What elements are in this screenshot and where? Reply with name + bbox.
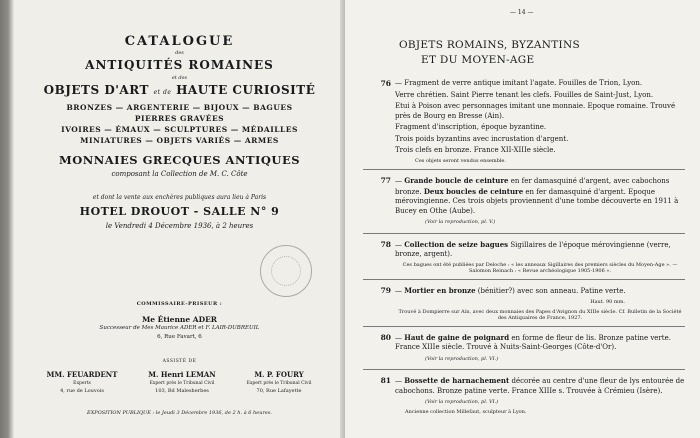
expert-address: 4, rue de Louvois xyxy=(60,388,104,394)
sale-date: le Vendredi 4 Décembre 1936, à 2 heures xyxy=(105,222,254,230)
expert-address: 103, Bd Malesherbes xyxy=(155,388,209,394)
section-heading-line-1: OBJETS ROMAINS, BYZANTINS xyxy=(399,39,580,51)
connector-des: des xyxy=(175,50,184,56)
lot-number: 76 xyxy=(380,79,391,88)
lot-line: Fragment d'inscription, époque byzantine. xyxy=(395,123,547,131)
lot-reproduction-ref: (Voir la reproduction, pl. V.) xyxy=(425,219,496,225)
catalogue-list-page xyxy=(345,0,700,438)
catalogue-title: CATALOGUE xyxy=(124,34,235,49)
expert-role: Experts xyxy=(73,381,91,386)
expert-name: M. P. FOURY xyxy=(254,370,304,379)
monnaies-heading: MONNAIES GRECQUES ANTIQUES xyxy=(58,153,301,167)
lot-reproduction-ref: (Voir la reproduction, pl. VI.) xyxy=(425,399,499,405)
collection-line: composant la Collection de M. C. Côte xyxy=(111,170,248,178)
sale-notice: et dont la vente aux enchères publiques aura lieu à Paris xyxy=(92,194,267,201)
expert-role: Expert près le Tribunal Civil xyxy=(149,381,215,386)
lot-number: 78 xyxy=(380,239,391,249)
connector-et-de: et de xyxy=(153,89,172,96)
lot-title: Bossette de harnachement xyxy=(404,376,510,385)
lot-number: 80 xyxy=(380,332,391,342)
lot-description: — Bossette de harnachement décorée au centre d'une fleur de lys entourée de cabochons. Bronze patine verte. France XIIIe s. Trouvée à Crémieu (Isère). xyxy=(395,376,685,395)
lot-78 xyxy=(363,240,685,274)
divider xyxy=(363,326,685,327)
lot-note: Ces objets seront vendus ensemble. xyxy=(415,157,506,164)
expert-foury xyxy=(229,370,329,394)
lot-76 xyxy=(363,79,685,164)
expert-name: M. Henri LEMAN xyxy=(148,370,216,379)
venue: HOTEL DROUOT - SALLE N° 9 xyxy=(79,205,280,218)
category-line-3: IVOIRES — ÉMAUX — SCULPTURES — MÉDAILLES xyxy=(61,125,298,134)
lot-number: 81 xyxy=(380,376,391,385)
lot-title: Haut de gaine de poignard xyxy=(404,332,510,342)
category-line-1: BRONZES — ARGENTERIE — BIJOUX — BAGUES xyxy=(66,103,293,112)
lot-line: Trois clefs en bronze. France XII-XIIIe siècle. xyxy=(395,146,556,154)
lot-description: — Mortier en bronze (bénitier?) avec son anneau. Patine verte. xyxy=(395,285,626,295)
category-line-2: PIERRES GRAVÉES xyxy=(134,114,225,123)
lot-title: Mortier en bronze xyxy=(404,285,476,295)
library-stamp xyxy=(260,245,312,297)
expert-address: 70, Rue Lafayette xyxy=(256,388,302,394)
lot-height: Haut. 90 mm. xyxy=(590,299,625,305)
commissaire-address: 6, Rue Favart, 6 xyxy=(157,334,202,340)
lot-title-2: Deux boucles de ceinture xyxy=(423,186,524,196)
lot-description: — Grande boucle de ceinture en fer damasquiné d'argent, avec cabochons bronze. Deux boucles de ceinture en fer damasquiné d'argent. Epoque mérovingienne. Ces trois objets proviennent d'une tombe découverte en 1911 à Bucey en Othe (Aube). xyxy=(395,176,679,215)
lot-text: en forme de fleur de lis. Bronze patine verte. France XIIIe siècle. Trouvé à Nuits-Saint-Georges (Côte-d'Or). xyxy=(395,333,671,351)
section-heading-line-2: ET DU MOYEN-AGE xyxy=(421,54,535,66)
lot-text: en fer damasquiné d'argent, avec cabochons bronze. xyxy=(395,177,670,196)
lot-80 xyxy=(363,333,685,365)
lot-title: Grande boucle de ceinture xyxy=(404,176,509,185)
lot-text: Sigillaires de l'époque mérovingienne (verre, bronze, argent). xyxy=(395,240,671,258)
expert-name: MM. FEUARDENT xyxy=(46,370,118,379)
divider xyxy=(363,233,685,234)
lot-number: 79 xyxy=(380,285,391,295)
category-line-4: MINIATURES — OBJETS VARIÉS — ARMES xyxy=(80,136,279,145)
connector-et-des: et des xyxy=(171,75,188,81)
lot-title: Collection de seize bagues xyxy=(404,239,509,249)
divider xyxy=(363,169,685,170)
lot-line: Etui à Poison avec personnages imitant une monnaie. Epoque romaine. Trouvé près de Bourg en Bresse (Ain). xyxy=(395,102,676,120)
assiste-label: ASSISTÉ DE xyxy=(162,359,197,364)
lot-note: Trouvé à Dompierre sur Ain, avec deux monnaies des Papes d'Avignon du XIIIe siècle. Cf. Bulletin de la Société des Antiquaires de France, 1927. xyxy=(398,308,682,321)
lot-description: — Collection de seize bagues Sigillaires de l'époque mérovingienne (verre, bronze, argent). xyxy=(395,239,671,258)
lot-line: — Fragment de verre antique imitant l'agate. Fouilles de Trion, Lyon. xyxy=(395,79,643,87)
exposition-notice: EXPOSITION PUBLIQUE : le Jeudi 3 Décembre 1936, de 2 h. à 6 heures. xyxy=(87,410,272,416)
expert-role: Expert près le Tribunal Civil xyxy=(246,381,312,386)
lot-text: (bénitier?) avec son anneau. Patine verte. xyxy=(475,286,626,295)
title-antiquites-romaines: ANTIQUITÉS ROMAINES xyxy=(85,58,274,72)
title-objets-art xyxy=(14,83,345,97)
expert-feuardent xyxy=(32,370,132,394)
lot-reproduction-ref: (Voir la reproduction, pl. VI.) xyxy=(425,355,499,362)
catalogue-title-page xyxy=(14,0,345,438)
divider xyxy=(363,369,685,370)
lot-line: Trois poids byzantins avec incrustation d'argent. xyxy=(395,134,569,143)
commissaire-name: Me Étienne ADER xyxy=(141,315,218,324)
commissaire-label: COMMISSAIRE-PRISEUR : xyxy=(136,301,223,307)
expert-leman xyxy=(132,370,232,394)
title-objets-art-a: OBJETS D'ART xyxy=(43,83,149,97)
section-heading xyxy=(399,38,580,68)
title-objets-art-b: HAUTE CURIOSITÉ xyxy=(176,83,316,97)
lot-text: décorée au centre d'une fleur de lys entourée de cabochons. Bronze patine verte. France XIIIe s. Trouvée à Crémieu (Isère). xyxy=(395,377,685,395)
lot-line: Verre chrétien. Saint Pierre tenant les clefs. Fouilles de Saint-Just, Lyon. xyxy=(395,90,654,99)
lot-note: Ces bagues ont été publiées par Deloche : « les anneaux Sigillaires des premiers siècles du Moyen-Age ». — Salomon Reinach : « Revue archéologique 1905-1906 ». xyxy=(402,261,678,274)
lot-description: — Haut de gaine de poignard en forme de fleur de lis. Bronze patine verte. France XIIIe siècle. Trouvé à Nuits-Saint-Georges (Côte-d'Or). xyxy=(395,332,671,351)
lot-number: 77 xyxy=(380,176,391,185)
divider xyxy=(363,279,685,280)
lot-77 xyxy=(363,176,685,228)
lot-text: en fer damasquiné d'argent. Epoque mérovingienne. Ces trois objets proviennent d'une tombe découverte en 1911 à Bucey en Othe (Aube). xyxy=(395,187,679,215)
lot-note: Ancienne collection Millefaut, sculpteur à Lyon. xyxy=(405,408,527,415)
commissaire-successor: Successeur de Mes Maurice ADER et F. LAIR-DUBREUIL xyxy=(99,325,260,331)
page-number: — 14 — xyxy=(510,9,534,16)
lot-list xyxy=(363,79,685,417)
lot-79 xyxy=(363,286,685,321)
lot-81 xyxy=(363,376,685,415)
